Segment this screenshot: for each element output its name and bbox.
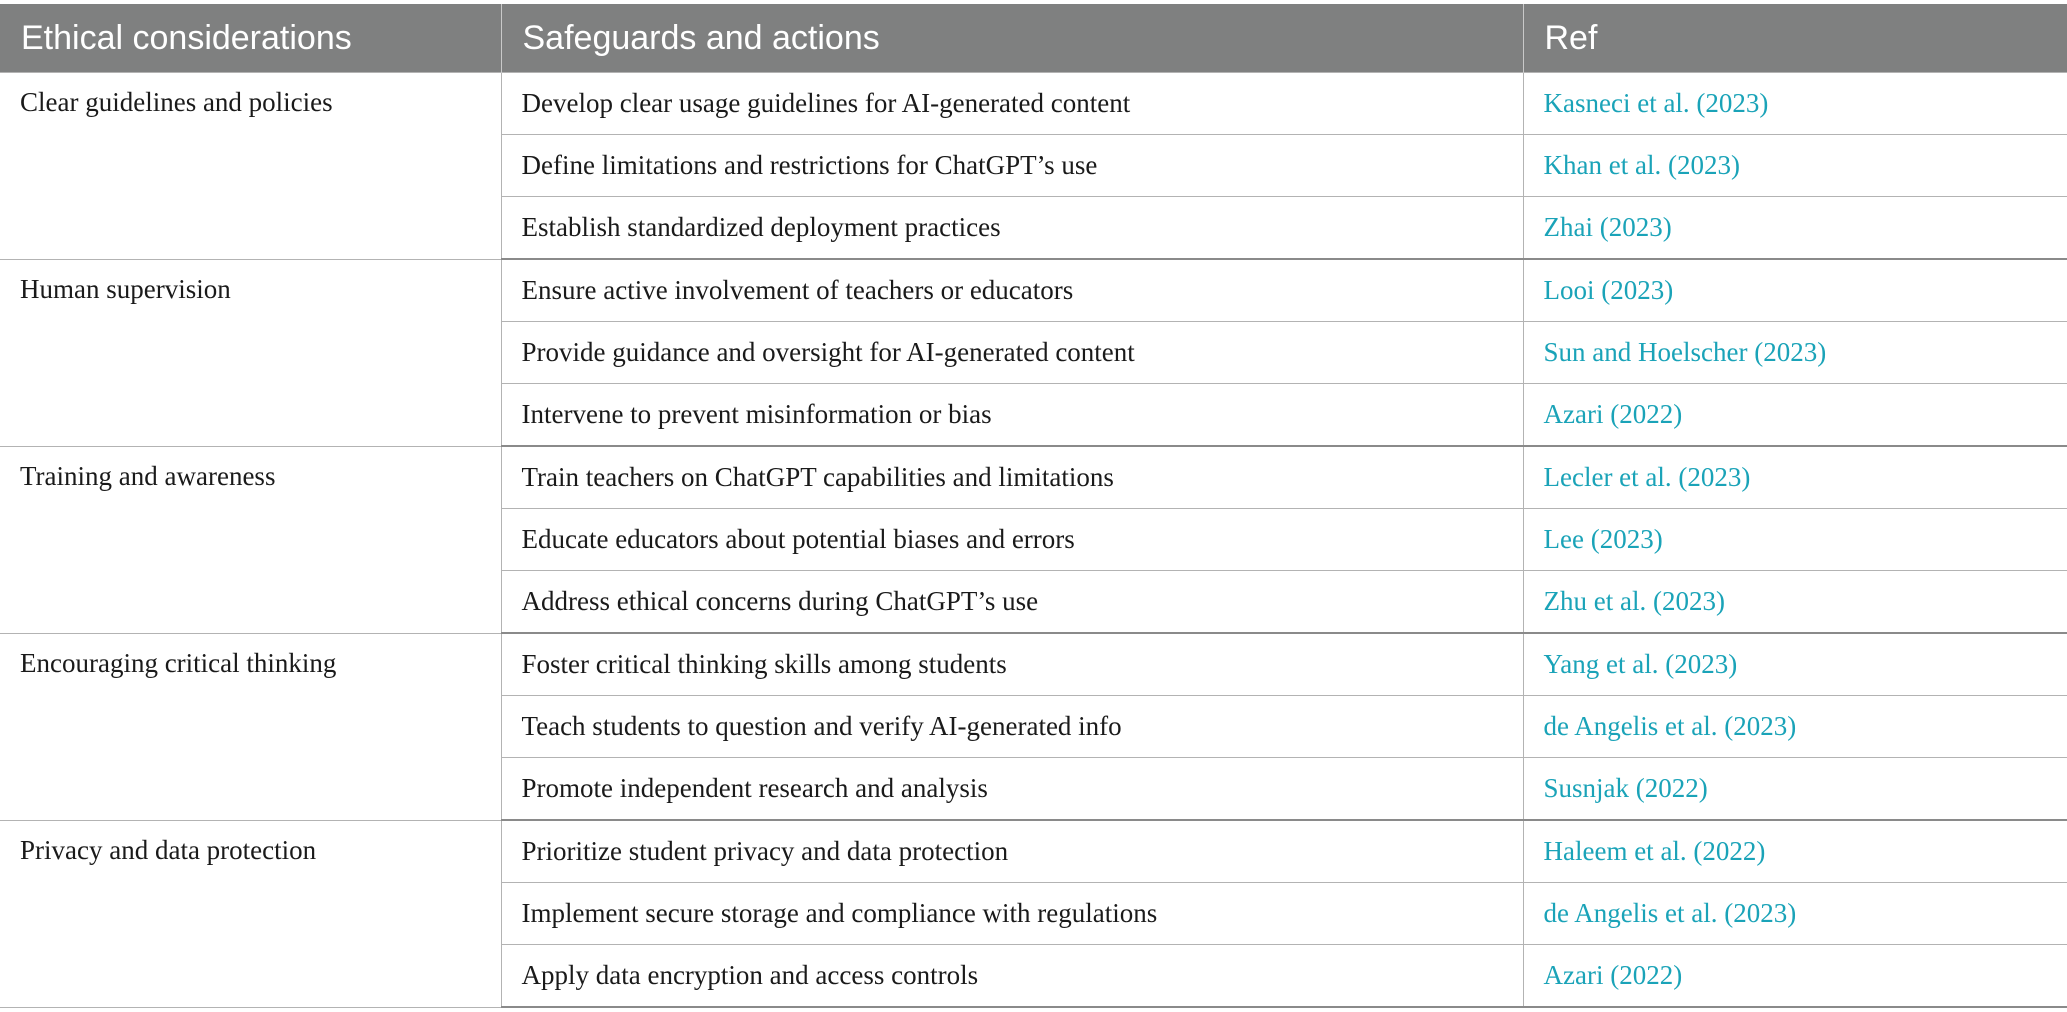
ref-link[interactable]: Azari (2022) xyxy=(1523,384,2067,447)
table-row xyxy=(0,446,2067,509)
ref-link[interactable]: Yang et al. (2023) xyxy=(1523,633,2067,696)
table-row xyxy=(0,633,2067,696)
table-row xyxy=(0,73,2067,135)
table-body xyxy=(0,73,2067,1008)
action-cell: Provide guidance and oversight for AI-generated content xyxy=(501,322,1523,384)
category-cell: Human supervision xyxy=(0,259,501,446)
action-cell: Implement secure storage and compliance with regulations xyxy=(501,883,1523,945)
ref-link[interactable]: Looi (2023) xyxy=(1523,259,2067,322)
action-cell: Teach students to question and verify AI-generated info xyxy=(501,696,1523,758)
header-safeguards-and-actions: Safeguards and actions xyxy=(501,4,1523,73)
category-cell: Privacy and data protection xyxy=(0,820,501,1007)
action-cell: Prioritize student privacy and data protection xyxy=(501,820,1523,883)
table-row xyxy=(0,820,2067,883)
action-cell: Foster critical thinking skills among students xyxy=(501,633,1523,696)
action-cell: Ensure active involvement of teachers or educators xyxy=(501,259,1523,322)
action-cell: Train teachers on ChatGPT capabilities and limitations xyxy=(501,446,1523,509)
header-row xyxy=(0,4,2067,73)
action-cell: Apply data encryption and access controls xyxy=(501,945,1523,1008)
ref-link[interactable]: Azari (2022) xyxy=(1523,945,2067,1008)
ref-link[interactable]: Khan et al. (2023) xyxy=(1523,135,2067,197)
ref-link[interactable]: Lecler et al. (2023) xyxy=(1523,446,2067,509)
category-cell: Clear guidelines and policies xyxy=(0,73,501,260)
safeguards-table xyxy=(0,4,2067,1008)
ref-link[interactable]: Haleem et al. (2022) xyxy=(1523,820,2067,883)
action-cell: Establish standardized deployment practices xyxy=(501,197,1523,260)
ref-link[interactable]: Lee (2023) xyxy=(1523,509,2067,571)
action-cell: Develop clear usage guidelines for AI-generated content xyxy=(501,73,1523,135)
category-cell: Encouraging critical thinking xyxy=(0,633,501,820)
ref-link[interactable]: Susnjak (2022) xyxy=(1523,758,2067,821)
table-header xyxy=(0,4,2067,73)
header-ethical-considerations: Ethical considerations xyxy=(0,4,501,73)
ref-link[interactable]: Sun and Hoelscher (2023) xyxy=(1523,322,2067,384)
action-cell: Intervene to prevent misinformation or bias xyxy=(501,384,1523,447)
ref-link[interactable]: Zhai (2023) xyxy=(1523,197,2067,260)
table-row xyxy=(0,259,2067,322)
ref-link[interactable]: de Angelis et al. (2023) xyxy=(1523,883,2067,945)
ref-link[interactable]: Kasneci et al. (2023) xyxy=(1523,73,2067,135)
action-cell: Promote independent research and analysis xyxy=(501,758,1523,821)
action-cell: Define limitations and restrictions for ChatGPT’s use xyxy=(501,135,1523,197)
ref-link[interactable]: Zhu et al. (2023) xyxy=(1523,571,2067,634)
ref-link[interactable]: de Angelis et al. (2023) xyxy=(1523,696,2067,758)
header-ref: Ref xyxy=(1523,4,2067,73)
category-cell: Training and awareness xyxy=(0,446,501,633)
action-cell: Educate educators about potential biases and errors xyxy=(501,509,1523,571)
action-cell: Address ethical concerns during ChatGPT’s use xyxy=(501,571,1523,634)
